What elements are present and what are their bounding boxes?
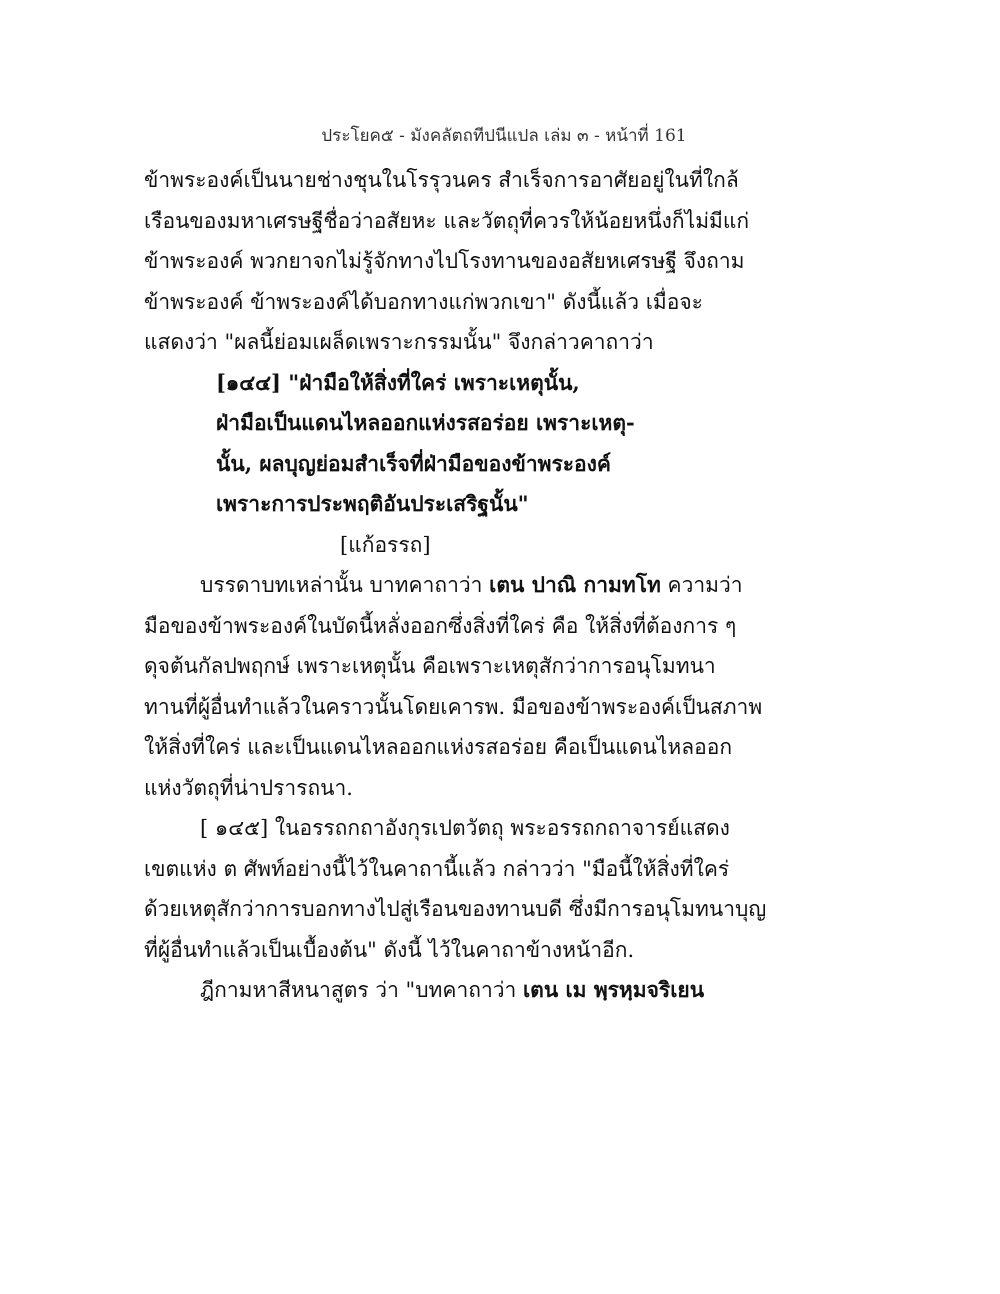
pali-term: เตน เม พฺรหฺมจริเยน <box>523 977 705 1002</box>
text-line: ให้สิ่งที่ใคร่ และเป็นแดนไหลออกแห่งรสอร่อย คือเป็นแดนไหลออก <box>144 735 733 759</box>
verse-line: เพราะการประพฤติอันประเสริฐนั้น" <box>216 491 529 516</box>
text-line: แสดงว่า "ผลนี้ย่อมเผล็ดเพราะกรรมนั้น" จึงกล่าวคาถาว่า <box>144 330 654 354</box>
text-span: ฎีกามหาสีหนาสูตร ว่า "บทคาถาว่า <box>200 978 523 1002</box>
text-line: ที่ผู้อื่นทำแล้วเป็นเบื้องต้น" ดังนี้ ไว้ในคาถาข้างหน้าอีก. <box>144 937 635 962</box>
body-text <box>144 160 864 1011</box>
text-line: ด้วยเหตุสักว่าการบอกทางไปสู่เรือนของทานบดี ซึ่งมีการอนุโมทนาบุญ <box>144 897 767 921</box>
text-line: เขตแห่ง ต ศัพท์อย่างนี้ไว้ในคาถานี้แล้ว กล่าวว่า "มือนี้ให้สิ่งที่ใคร่ <box>144 856 730 881</box>
text-line: ข้าพระองค์เป็นนายช่างชุนในโรรุวนคร สำเร็จการอาศัยอยู่ในที่ใกล้ <box>144 168 739 192</box>
verse-line: ฝ่ามือเป็นแดนไหลออกแห่งรสอร่อย เพราะเหตุ- <box>216 410 635 435</box>
pali-term: เตน ปาณิ กามทโท <box>489 572 661 597</box>
text-line: แห่งวัตถุที่น่าปรารถนา. <box>144 775 353 800</box>
text-line: ข้าพระองค์ พวกยาจกไม่รู้จักทางไปโรงทานของอสัยหเศรษฐี จึงถาม <box>144 249 745 273</box>
verse-line: นั้น, ผลบุญย่อมสำเร็จที่ฝ่ามือของข้าพระองค์ <box>216 450 611 476</box>
text-line: เรือนของมหาเศรษฐีชื่อว่าอสัยหะ และวัตถุที่ควรให้น้อยหนึ่งก็ไม่มีแก่ <box>144 208 750 233</box>
text-span: บรรดาบทเหล่านั้น บาทคาถาว่า <box>200 573 490 597</box>
text-line: ทานที่ผู้อื่นทำแล้วในคราวนั้นโดยเคารพ. มือของข้าพระองค์เป็นสภาพ <box>144 694 763 719</box>
section-caption: [แก้อรรถ] <box>340 532 431 557</box>
paragraph-start-line <box>144 565 864 606</box>
text-line: ข้าพระองค์ ข้าพระองค์ได้บอกทางแก่พวกเขา" ดังนี้แล้ว เมื่อจะ <box>144 289 703 314</box>
paragraph-start-line: [ ๑๔๕] ในอรรถกถาอังกุรเปตวัตถุ พระอรรถกถาจารย์แสดง <box>200 816 730 840</box>
paragraph-start-line <box>144 970 864 1011</box>
page-header: ประโยค๕ - มังคลัตถทีปนีแปล เล่ม ๓ - หน้าที่ 161 <box>321 126 687 146</box>
text-line: ดุจต้นกัลปพฤกษ์ เพราะเหตุนั้น คือเพราะเหตุสักว่าการอนุโมทนา <box>144 654 716 678</box>
text-line: มือของข้าพระองค์ในบัดนี้หลั่งออกซึ่งสิ่งที่ใคร่ คือ ให้สิ่งที่ต้องการ ๆ <box>144 613 737 638</box>
verse-line: [๑๔๔] "ฝ่ามือให้สิ่งที่ใคร่ เพราะเหตุนั้น, <box>216 369 580 395</box>
text-span: ความว่า <box>660 573 743 597</box>
